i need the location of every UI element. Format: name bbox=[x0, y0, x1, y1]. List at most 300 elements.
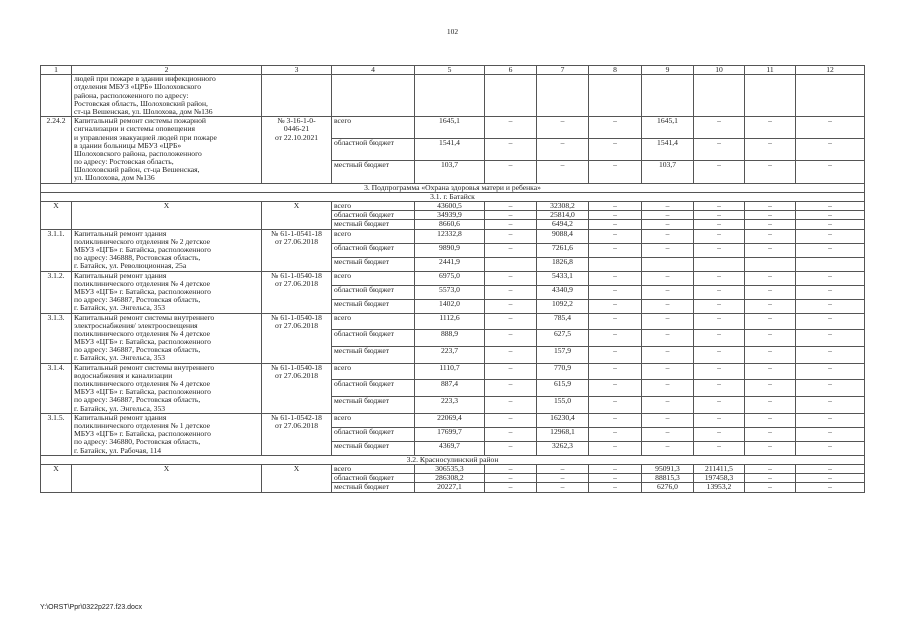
amount-value: – bbox=[796, 229, 865, 243]
empty-cell bbox=[485, 75, 537, 117]
description-line: МБУЗ «ЦГБ» г. Батайска, расположенного bbox=[74, 387, 211, 397]
amount-value: – bbox=[589, 483, 642, 492]
amount-value: – bbox=[796, 161, 865, 183]
amount-value: – bbox=[796, 346, 865, 363]
amount-value: – bbox=[694, 380, 745, 397]
empty-cell bbox=[332, 75, 415, 117]
amount-value: – bbox=[745, 330, 796, 347]
amount-value: – bbox=[796, 117, 865, 139]
contract-cell bbox=[262, 363, 332, 413]
description-line: Шолоховский район, ст-ца Вешенская, bbox=[74, 165, 200, 175]
amount-value: – bbox=[485, 299, 537, 313]
subsection-title: 3.1. г. Батайск bbox=[41, 192, 865, 201]
amount-value: – bbox=[745, 464, 796, 473]
column-number: 3 bbox=[262, 66, 332, 75]
amount-value: – bbox=[642, 346, 694, 363]
amount-value: – bbox=[694, 211, 745, 220]
amount-value: – bbox=[745, 346, 796, 363]
funding-source: областной бюджет bbox=[332, 211, 415, 220]
amount-value: – bbox=[745, 211, 796, 220]
amount-value: 1110,7 bbox=[415, 363, 485, 380]
amount-value: – bbox=[796, 363, 865, 380]
funding-source: областной бюджет bbox=[332, 474, 415, 483]
amount-value: – bbox=[589, 464, 642, 473]
description-line: поликлинического отделения № 4 детское bbox=[74, 328, 211, 338]
amount-value: – bbox=[694, 346, 745, 363]
amount-value: – bbox=[589, 380, 642, 397]
contract-cell bbox=[262, 117, 332, 184]
description-line: МБУЗ «ЦГБ» г. Батайска, расположенного bbox=[74, 245, 211, 255]
amount-value: – bbox=[796, 474, 865, 483]
description-line: электроснабжения/ электроосвещения bbox=[74, 320, 198, 330]
funding-source: областной бюджет bbox=[332, 139, 415, 161]
amount-value: – bbox=[745, 243, 796, 257]
amount-value: 5573,0 bbox=[415, 285, 485, 299]
item-number-cell: 3.1.5. bbox=[41, 413, 72, 455]
amount-value: – bbox=[485, 117, 537, 139]
contract-line: 0446-21 bbox=[283, 124, 310, 134]
amount-value: 223,7 bbox=[415, 346, 485, 363]
amount-value: 1402,0 bbox=[415, 299, 485, 313]
amount-value: 25814,0 bbox=[537, 211, 589, 220]
amount-value: 9890,9 bbox=[415, 243, 485, 257]
description-line: по адресу: 346888, Ростовская область, bbox=[74, 253, 201, 263]
table-row bbox=[41, 75, 865, 117]
table-row bbox=[41, 202, 865, 211]
amount-value: – bbox=[745, 220, 796, 229]
amount-value: 1645,1 bbox=[642, 117, 694, 139]
column-number: 2 bbox=[72, 66, 262, 75]
amount-value: 43600,5 bbox=[415, 202, 485, 211]
description-line: по адресу: 346887, Ростовская область, bbox=[74, 395, 201, 405]
column-number: 11 bbox=[745, 66, 796, 75]
amount-value: – bbox=[642, 397, 694, 414]
description-line: поликлинического отделения № 1 детское bbox=[74, 420, 211, 430]
funding-source: местный бюджет bbox=[332, 220, 415, 229]
amount-value: – bbox=[694, 271, 745, 285]
amount-value: – bbox=[745, 202, 796, 211]
amount-value: – bbox=[589, 330, 642, 347]
amount-value: – bbox=[796, 464, 865, 473]
amount-value: – bbox=[485, 441, 537, 455]
description-line: Капитальный ремонт здания bbox=[74, 271, 167, 280]
item-description bbox=[72, 75, 262, 117]
amount-value: – bbox=[745, 427, 796, 441]
item-number-cell: 3.1.1. bbox=[41, 229, 72, 271]
amount-value: – bbox=[694, 363, 745, 380]
amount-value: – bbox=[485, 202, 537, 211]
funding-source: областной бюджет bbox=[332, 427, 415, 441]
description-line: Капитальный ремонт здания bbox=[74, 413, 167, 422]
x-mark: X bbox=[262, 202, 332, 230]
amount-value: 286308,2 bbox=[415, 474, 485, 483]
amount-value: – bbox=[745, 229, 796, 243]
funding-source: местный бюджет bbox=[332, 441, 415, 455]
empty-cell bbox=[796, 75, 865, 117]
amount-value: – bbox=[694, 427, 745, 441]
item-number-cell: 3.1.2. bbox=[41, 271, 72, 313]
amount-value: 7261,6 bbox=[537, 243, 589, 257]
item-description bbox=[72, 271, 262, 313]
amount-value: – bbox=[694, 220, 745, 229]
amount-value: – bbox=[589, 202, 642, 211]
amount-value: – bbox=[694, 330, 745, 347]
amount-value: 6494,2 bbox=[537, 220, 589, 229]
description-line: по адресу: 346887, Ростовская область, bbox=[74, 295, 201, 305]
amount-value: – bbox=[642, 441, 694, 455]
amount-value: 223,3 bbox=[415, 397, 485, 414]
funding-source: областной бюджет bbox=[332, 330, 415, 347]
description-line: Ростовская область, Шолоховский район, bbox=[74, 98, 208, 108]
description-line: по адресу: Ростовская область, bbox=[74, 157, 174, 167]
amount-value: 20227,1 bbox=[415, 483, 485, 492]
amount-value: – bbox=[485, 363, 537, 380]
amount-value: 22069,4 bbox=[415, 413, 485, 427]
funding-source: всего bbox=[332, 271, 415, 285]
subsection-row bbox=[41, 455, 865, 464]
amount-value: – bbox=[796, 397, 865, 414]
amount-value: – bbox=[694, 229, 745, 243]
amount-value: – bbox=[642, 330, 694, 347]
item-description bbox=[72, 363, 262, 413]
amount-value: 155,0 bbox=[537, 397, 589, 414]
description-line: Капитальный ремонт системы внутреннего bbox=[74, 313, 215, 322]
amount-value: 2441,9 bbox=[415, 257, 485, 271]
amount-value: – bbox=[745, 380, 796, 397]
funding-source: местный бюджет bbox=[332, 299, 415, 313]
amount-value: – bbox=[796, 413, 865, 427]
description-line: водоснабжения и канализации bbox=[74, 370, 173, 380]
description-line: г. Батайск, ул. Рабочая, 114 bbox=[74, 445, 161, 455]
amount-value: – bbox=[745, 474, 796, 483]
budget-table bbox=[40, 65, 865, 493]
subsection-row bbox=[41, 192, 865, 201]
amount-value: – bbox=[642, 427, 694, 441]
amount-value: – bbox=[642, 271, 694, 285]
amount-value: 6276,0 bbox=[642, 483, 694, 492]
amount-value: – bbox=[796, 299, 865, 313]
amount-value: – bbox=[745, 441, 796, 455]
contract-cell bbox=[262, 271, 332, 313]
amount-value: – bbox=[589, 346, 642, 363]
amount-value: – bbox=[485, 380, 537, 397]
amount-value: 12332,8 bbox=[415, 229, 485, 243]
amount-value: – bbox=[796, 380, 865, 397]
amount-value: 13953,2 bbox=[694, 483, 745, 492]
description-line: по адресу: 346887, Ростовская область, bbox=[74, 345, 201, 355]
section-row bbox=[41, 183, 865, 192]
amount-value: 103,7 bbox=[642, 161, 694, 183]
column-number: 10 bbox=[694, 66, 745, 75]
contract-line: от 27.06.2018 bbox=[274, 370, 319, 380]
amount-value: – bbox=[642, 413, 694, 427]
amount-value: – bbox=[485, 139, 537, 161]
amount-value: – bbox=[796, 139, 865, 161]
contract-line: № 61-1-0540-18 bbox=[271, 271, 322, 280]
empty-cell bbox=[745, 75, 796, 117]
amount-value: – bbox=[485, 427, 537, 441]
amount-value: – bbox=[694, 139, 745, 161]
amount-value: – bbox=[642, 229, 694, 243]
funding-source: всего bbox=[332, 464, 415, 473]
funding-source: местный бюджет bbox=[332, 161, 415, 183]
x-mark: X bbox=[72, 202, 262, 230]
description-line: людей при пожаре в здании инфекционного bbox=[74, 74, 216, 84]
amount-value: 1541,4 bbox=[642, 139, 694, 161]
amount-value bbox=[642, 257, 694, 271]
funding-source: местный бюджет bbox=[332, 346, 415, 363]
amount-value: – bbox=[745, 363, 796, 380]
description-line: Шолоховского района, расположенного bbox=[74, 148, 202, 158]
column-number: 1 bbox=[41, 66, 72, 75]
description-line: по адресу: 346880, Ростовская область, bbox=[74, 437, 201, 447]
amount-value: – bbox=[796, 220, 865, 229]
amount-value: – bbox=[485, 330, 537, 347]
amount-value: – bbox=[796, 441, 865, 455]
subsection-title: 3.2. Красносулинский район bbox=[41, 455, 865, 464]
amount-value: – bbox=[485, 243, 537, 257]
amount-value: – bbox=[642, 243, 694, 257]
amount-value: 4369,7 bbox=[415, 441, 485, 455]
amount-value: – bbox=[589, 313, 642, 330]
amount-value: – bbox=[589, 474, 642, 483]
funding-source: всего bbox=[332, 229, 415, 243]
amount-value bbox=[694, 257, 745, 271]
item-number-cell bbox=[41, 75, 72, 117]
funding-source: областной бюджет bbox=[332, 243, 415, 257]
description-line: района, расположенного по адресу: bbox=[74, 90, 189, 100]
description-line: отделения МБУЗ «ЦРБ» Шолоховского bbox=[74, 82, 202, 92]
amount-value: – bbox=[745, 117, 796, 139]
amount-value: – bbox=[485, 161, 537, 183]
amount-value: 34939,9 bbox=[415, 211, 485, 220]
amount-value: – bbox=[537, 474, 589, 483]
amount-value: – bbox=[537, 117, 589, 139]
empty-cell bbox=[642, 75, 694, 117]
amount-value: – bbox=[485, 413, 537, 427]
funding-source: всего bbox=[332, 363, 415, 380]
amount-value: 615,9 bbox=[537, 380, 589, 397]
amount-value: – bbox=[694, 397, 745, 414]
amount-value: – bbox=[642, 380, 694, 397]
amount-value: – bbox=[589, 117, 642, 139]
amount-value: 1092,2 bbox=[537, 299, 589, 313]
amount-value bbox=[796, 257, 865, 271]
amount-value: – bbox=[796, 313, 865, 330]
amount-value: – bbox=[745, 397, 796, 414]
description-line: поликлинического отделения № 4 детское bbox=[74, 278, 211, 288]
amount-value: – bbox=[589, 285, 642, 299]
amount-value: – bbox=[745, 271, 796, 285]
amount-value: – bbox=[796, 330, 865, 347]
amount-value: 9088,4 bbox=[537, 229, 589, 243]
column-number-row bbox=[41, 66, 865, 75]
funding-source: местный бюджет bbox=[332, 257, 415, 271]
amount-value: – bbox=[589, 271, 642, 285]
amount-value: 12968,1 bbox=[537, 427, 589, 441]
amount-value: – bbox=[694, 441, 745, 455]
amount-value: – bbox=[694, 117, 745, 139]
amount-value: – bbox=[589, 413, 642, 427]
amount-value: – bbox=[694, 161, 745, 183]
funding-source: местный бюджет bbox=[332, 483, 415, 492]
description-line: г. Батайск, ул. Энгельса, 353 bbox=[74, 353, 166, 363]
item-number-cell: 2.24.2 bbox=[41, 117, 72, 184]
amount-value: 32308,2 bbox=[537, 202, 589, 211]
amount-value: 103,7 bbox=[415, 161, 485, 183]
contract-cell bbox=[262, 413, 332, 455]
amount-value: 197458,3 bbox=[694, 474, 745, 483]
table-row bbox=[41, 413, 865, 427]
amount-value: – bbox=[694, 202, 745, 211]
column-number: 9 bbox=[642, 66, 694, 75]
contract-line: от 27.06.2018 bbox=[274, 320, 319, 330]
amount-value: – bbox=[485, 271, 537, 285]
description-line: Капитальный ремонт системы внутреннего bbox=[74, 363, 215, 372]
amount-value: – bbox=[485, 464, 537, 473]
column-number: 5 bbox=[415, 66, 485, 75]
column-number: 6 bbox=[485, 66, 537, 75]
item-description bbox=[72, 413, 262, 455]
description-line: поликлинического отделения № 2 детское bbox=[74, 236, 211, 246]
amount-value: 1541,4 bbox=[415, 139, 485, 161]
amount-value: 16230,4 bbox=[537, 413, 589, 427]
contract-line: № 61-1-0542-18 bbox=[271, 413, 322, 422]
empty-cell bbox=[589, 75, 642, 117]
amount-value: – bbox=[796, 243, 865, 257]
description-line: сигнализации и системы оповещения bbox=[74, 124, 196, 134]
amount-value: – bbox=[589, 243, 642, 257]
table-row bbox=[41, 117, 865, 139]
amount-value: 1112,6 bbox=[415, 313, 485, 330]
contract-line: от 27.06.2018 bbox=[274, 278, 319, 288]
amount-value: – bbox=[745, 413, 796, 427]
amount-value: – bbox=[589, 139, 642, 161]
funding-source: всего bbox=[332, 313, 415, 330]
table-row bbox=[41, 271, 865, 285]
amount-value: – bbox=[694, 313, 745, 330]
empty-cell bbox=[537, 75, 589, 117]
amount-value: – bbox=[485, 211, 537, 220]
description-line: и управления эвакуацией людей при пожаре bbox=[74, 132, 217, 142]
item-description bbox=[72, 229, 262, 271]
contract-line: № 61-1-0541-18 bbox=[271, 229, 322, 238]
amount-value: 1826,8 bbox=[537, 257, 589, 271]
contract-cell bbox=[262, 229, 332, 271]
amount-value: – bbox=[694, 285, 745, 299]
amount-value: – bbox=[589, 397, 642, 414]
description-line: МБУЗ «ЦГБ» г. Батайска, расположенного bbox=[74, 286, 211, 296]
x-mark: X bbox=[41, 202, 72, 230]
contract-line: от 27.06.2018 bbox=[274, 420, 319, 430]
contract-line: № 3-16-1-0- bbox=[277, 116, 316, 126]
table-row bbox=[41, 363, 865, 380]
column-number: 4 bbox=[332, 66, 415, 75]
empty-cell bbox=[262, 75, 332, 117]
amount-value: 770,9 bbox=[537, 363, 589, 380]
amount-value: – bbox=[485, 397, 537, 414]
funding-source: местный бюджет bbox=[332, 397, 415, 414]
amount-value: – bbox=[694, 299, 745, 313]
funding-source: областной бюджет bbox=[332, 285, 415, 299]
page-number: 102 bbox=[446, 27, 459, 36]
x-mark: X bbox=[262, 464, 332, 492]
amount-value: – bbox=[642, 285, 694, 299]
amount-value: 6975,0 bbox=[415, 271, 485, 285]
file-path-footer: Y:\ORST\Ppr\0322p227.f23.docx bbox=[40, 604, 142, 611]
amount-value: – bbox=[642, 313, 694, 330]
amount-value: 157,9 bbox=[537, 346, 589, 363]
description-line: Капитальный ремонт системы пожарной bbox=[74, 116, 206, 126]
amount-value: – bbox=[796, 285, 865, 299]
amount-value: – bbox=[589, 427, 642, 441]
amount-value: – bbox=[796, 202, 865, 211]
description-line: МБУЗ «ЦГБ» г. Батайска, расположенного bbox=[74, 429, 211, 439]
amount-value: – bbox=[642, 299, 694, 313]
description-line: ул. Шолохова, дом №136 bbox=[74, 173, 155, 183]
contract-line: от 27.06.2018 bbox=[274, 236, 319, 246]
funding-source: областной бюджет bbox=[332, 380, 415, 397]
amount-value: – bbox=[537, 464, 589, 473]
amount-value: – bbox=[642, 363, 694, 380]
column-number: 7 bbox=[537, 66, 589, 75]
amount-value: – bbox=[485, 483, 537, 492]
amount-value: 211411,5 bbox=[694, 464, 745, 473]
x-mark: X bbox=[41, 464, 72, 492]
amount-value: – bbox=[642, 220, 694, 229]
amount-value: – bbox=[796, 271, 865, 285]
amount-value: – bbox=[694, 413, 745, 427]
amount-value: – bbox=[485, 346, 537, 363]
amount-value: – bbox=[537, 161, 589, 183]
amount-value: – bbox=[589, 229, 642, 243]
amount-value: – bbox=[485, 313, 537, 330]
table-row bbox=[41, 229, 865, 243]
amount-value: – bbox=[796, 427, 865, 441]
amount-value: – bbox=[537, 483, 589, 492]
amount-value: 88815,3 bbox=[642, 474, 694, 483]
amount-value: – bbox=[642, 211, 694, 220]
amount-value: – bbox=[745, 161, 796, 183]
amount-value bbox=[485, 257, 537, 271]
amount-value: – bbox=[537, 139, 589, 161]
section-title: 3. Подпрограмма «Охрана здоровья матери и ребенка» bbox=[41, 183, 865, 192]
description-line: г. Батайск, ул. Революционная, 25а bbox=[74, 261, 187, 271]
x-mark: X bbox=[72, 464, 262, 492]
amount-value bbox=[745, 257, 796, 271]
amount-value: 4340,9 bbox=[537, 285, 589, 299]
item-number-cell: 3.1.3. bbox=[41, 313, 72, 363]
funding-source: всего bbox=[332, 413, 415, 427]
description-line: поликлинического отделения № 4 детское bbox=[74, 379, 211, 389]
amount-value: – bbox=[796, 211, 865, 220]
amount-value: – bbox=[589, 441, 642, 455]
empty-cell bbox=[415, 75, 485, 117]
contract-line: № 61-1-0540-18 bbox=[271, 313, 322, 322]
description-line: ст-ца Вешенская, ул. Шолохова, дом №136 bbox=[74, 106, 213, 116]
table-row bbox=[41, 313, 865, 330]
amount-value: 95091,3 bbox=[642, 464, 694, 473]
amount-value: – bbox=[589, 211, 642, 220]
amount-value: – bbox=[745, 483, 796, 492]
item-number-cell: 3.1.4. bbox=[41, 363, 72, 413]
column-number: 12 bbox=[796, 66, 865, 75]
amount-value: 3262,3 bbox=[537, 441, 589, 455]
description-line: Капитальный ремонт здания bbox=[74, 229, 167, 238]
contract-line: № 61-1-0540-18 bbox=[271, 363, 322, 372]
amount-value: – bbox=[796, 483, 865, 492]
amount-value: 888,9 bbox=[415, 330, 485, 347]
